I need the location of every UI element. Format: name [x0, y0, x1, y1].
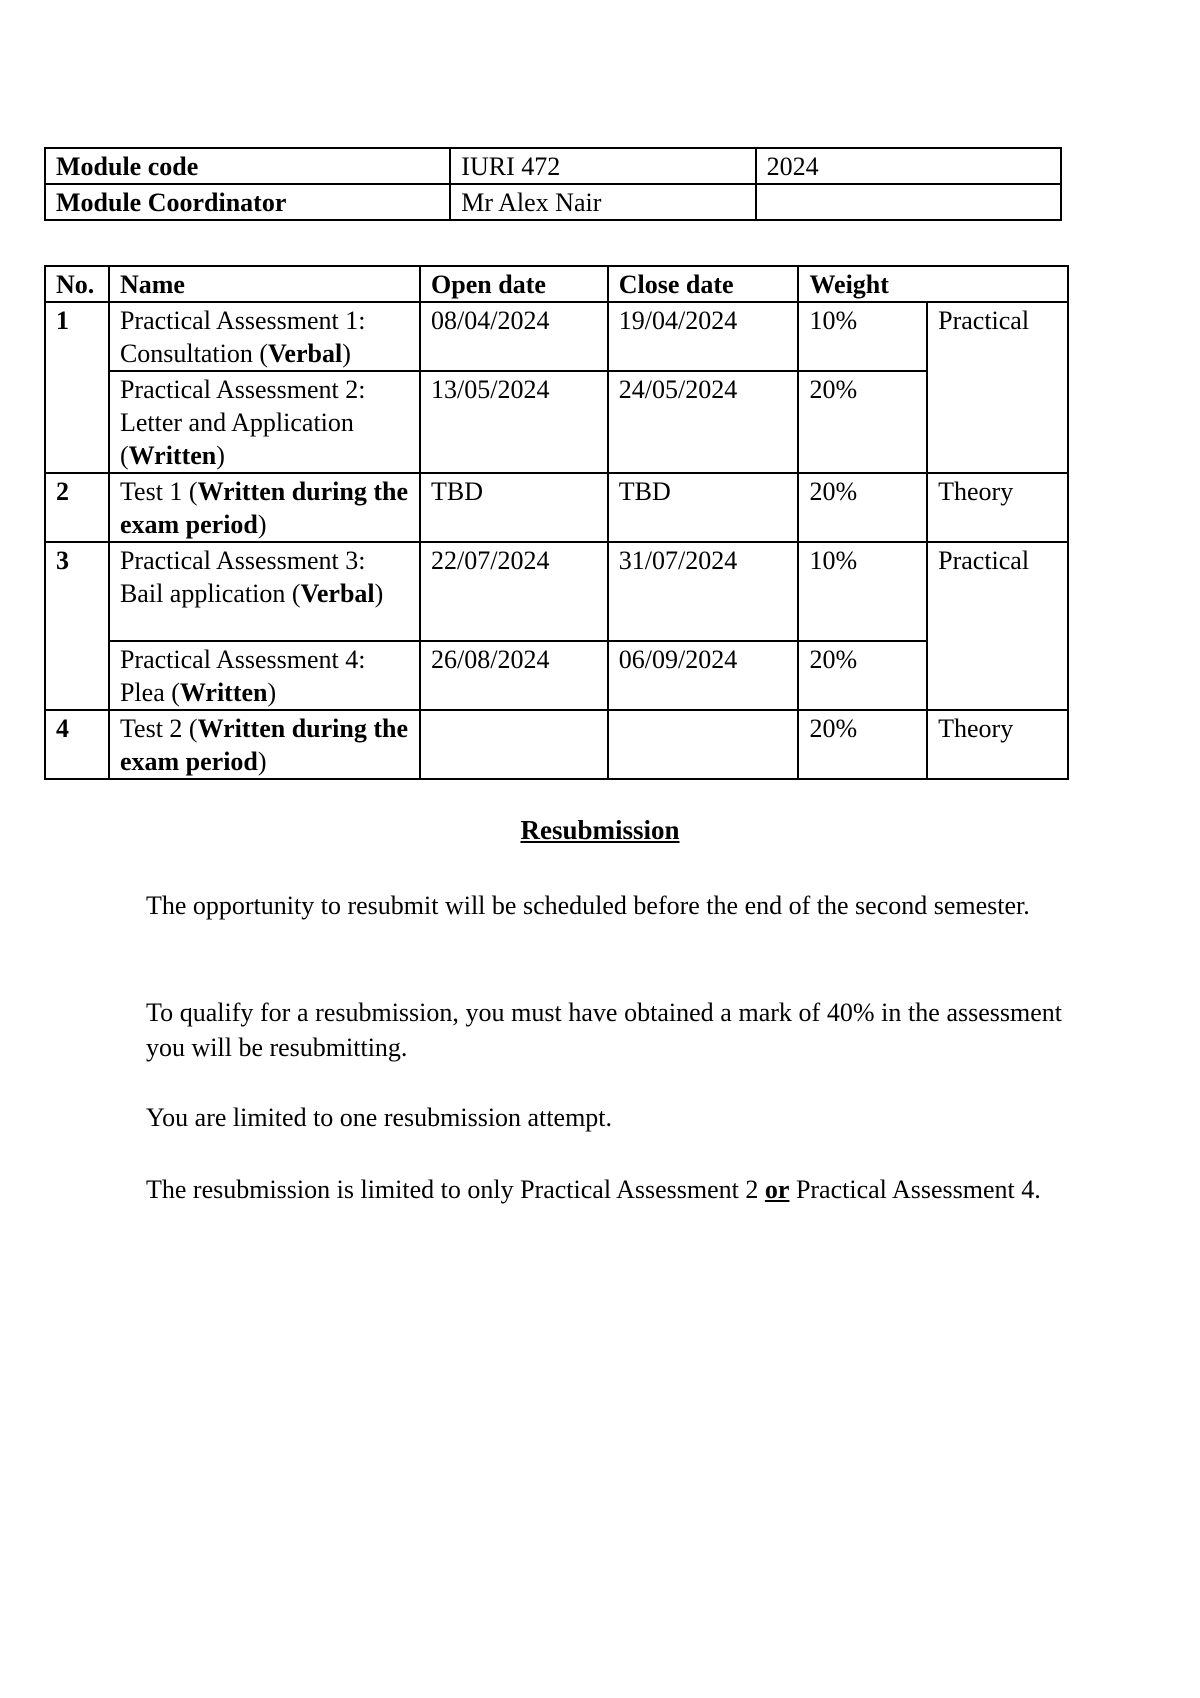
weight: 20%: [798, 641, 927, 710]
weight: 10%: [798, 302, 927, 371]
assessment-name: Test 2 (Written during the exam period): [109, 710, 420, 779]
resubmission-paragraph-4: The resubmission is limited to only Practical Assessment 2 or Practical Assessment 4.: [146, 1175, 1041, 1204]
resubmission-title: Resubmission: [520, 815, 680, 845]
open-date: 08/04/2024: [420, 302, 608, 371]
assessment-name: Practical Assessment 4: Plea (Written): [109, 641, 420, 710]
assessment-name: Test 1 (Written during the exam period): [109, 473, 420, 542]
module-code-label: Module code: [45, 148, 450, 184]
close-date: 24/05/2024: [608, 371, 799, 473]
header-name: Name: [109, 266, 420, 302]
assessment-type: Theory: [927, 473, 1068, 542]
close-date: 31/07/2024: [608, 542, 799, 641]
assessment-type: Practical: [927, 302, 1068, 473]
open-date: [420, 710, 608, 779]
assessment-name: Practical Assessment 2: Letter and Application (Written): [109, 371, 420, 473]
table-row: [45, 542, 1068, 641]
assessment-name: Practical Assessment 1: Consultation (Verbal): [109, 302, 420, 371]
group-number: 4: [45, 710, 109, 779]
weight: 20%: [798, 710, 927, 779]
module-coordinator-value: Mr Alex Nair: [450, 184, 755, 220]
module-year-value: 2024: [756, 148, 1061, 184]
header-no: No.: [45, 266, 109, 302]
module-info-table: [44, 147, 1062, 221]
emphasis-or: or: [764, 1175, 790, 1204]
weight: 10%: [798, 542, 927, 641]
weight: 20%: [798, 473, 927, 542]
close-date: [608, 710, 799, 779]
weight: 20%: [798, 371, 927, 473]
close-date: 19/04/2024: [608, 302, 799, 371]
header-close-date: Close date: [608, 266, 799, 302]
table-row: [45, 371, 1068, 473]
open-date: TBD: [420, 473, 608, 542]
group-number: 2: [45, 473, 109, 542]
open-date: 22/07/2024: [420, 542, 608, 641]
resubmission-paragraph-2: To qualify for a resubmission, you must have obtained a mark of 40% in the assessment you will be resubmitting.: [146, 998, 1062, 1062]
table-row: [45, 302, 1068, 371]
table-row: [45, 641, 1068, 710]
assessment-type: Theory: [927, 710, 1068, 779]
module-coordinator-extra: [756, 184, 1061, 220]
module-code-value: IURI 472: [450, 148, 755, 184]
resubmission-paragraph-3: You are limited to one resubmission attempt.: [146, 1103, 613, 1132]
open-date: 13/05/2024: [420, 371, 608, 473]
module-coordinator-label: Module Coordinator: [45, 184, 450, 220]
table-row: [45, 710, 1068, 779]
group-number: 3: [45, 542, 109, 710]
module-coordinator-row: [45, 184, 1061, 220]
close-date: TBD: [608, 473, 799, 542]
assessment-name: Practical Assessment 3: Bail application (Verbal): [109, 542, 420, 641]
assessment-table: [44, 265, 1069, 780]
open-date: 26/08/2024: [420, 641, 608, 710]
assessment-type: Practical: [927, 542, 1068, 710]
table-row: [45, 473, 1068, 542]
resubmission-paragraph-1: The opportunity to resubmit will be scheduled before the end of the second semester.: [146, 891, 1030, 920]
close-date: 06/09/2024: [608, 641, 799, 710]
header-open-date: Open date: [420, 266, 608, 302]
group-number: 1: [45, 302, 109, 473]
header-weight: Weight: [798, 266, 1068, 302]
module-code-row: [45, 148, 1061, 184]
assessment-header-row: [45, 266, 1068, 302]
